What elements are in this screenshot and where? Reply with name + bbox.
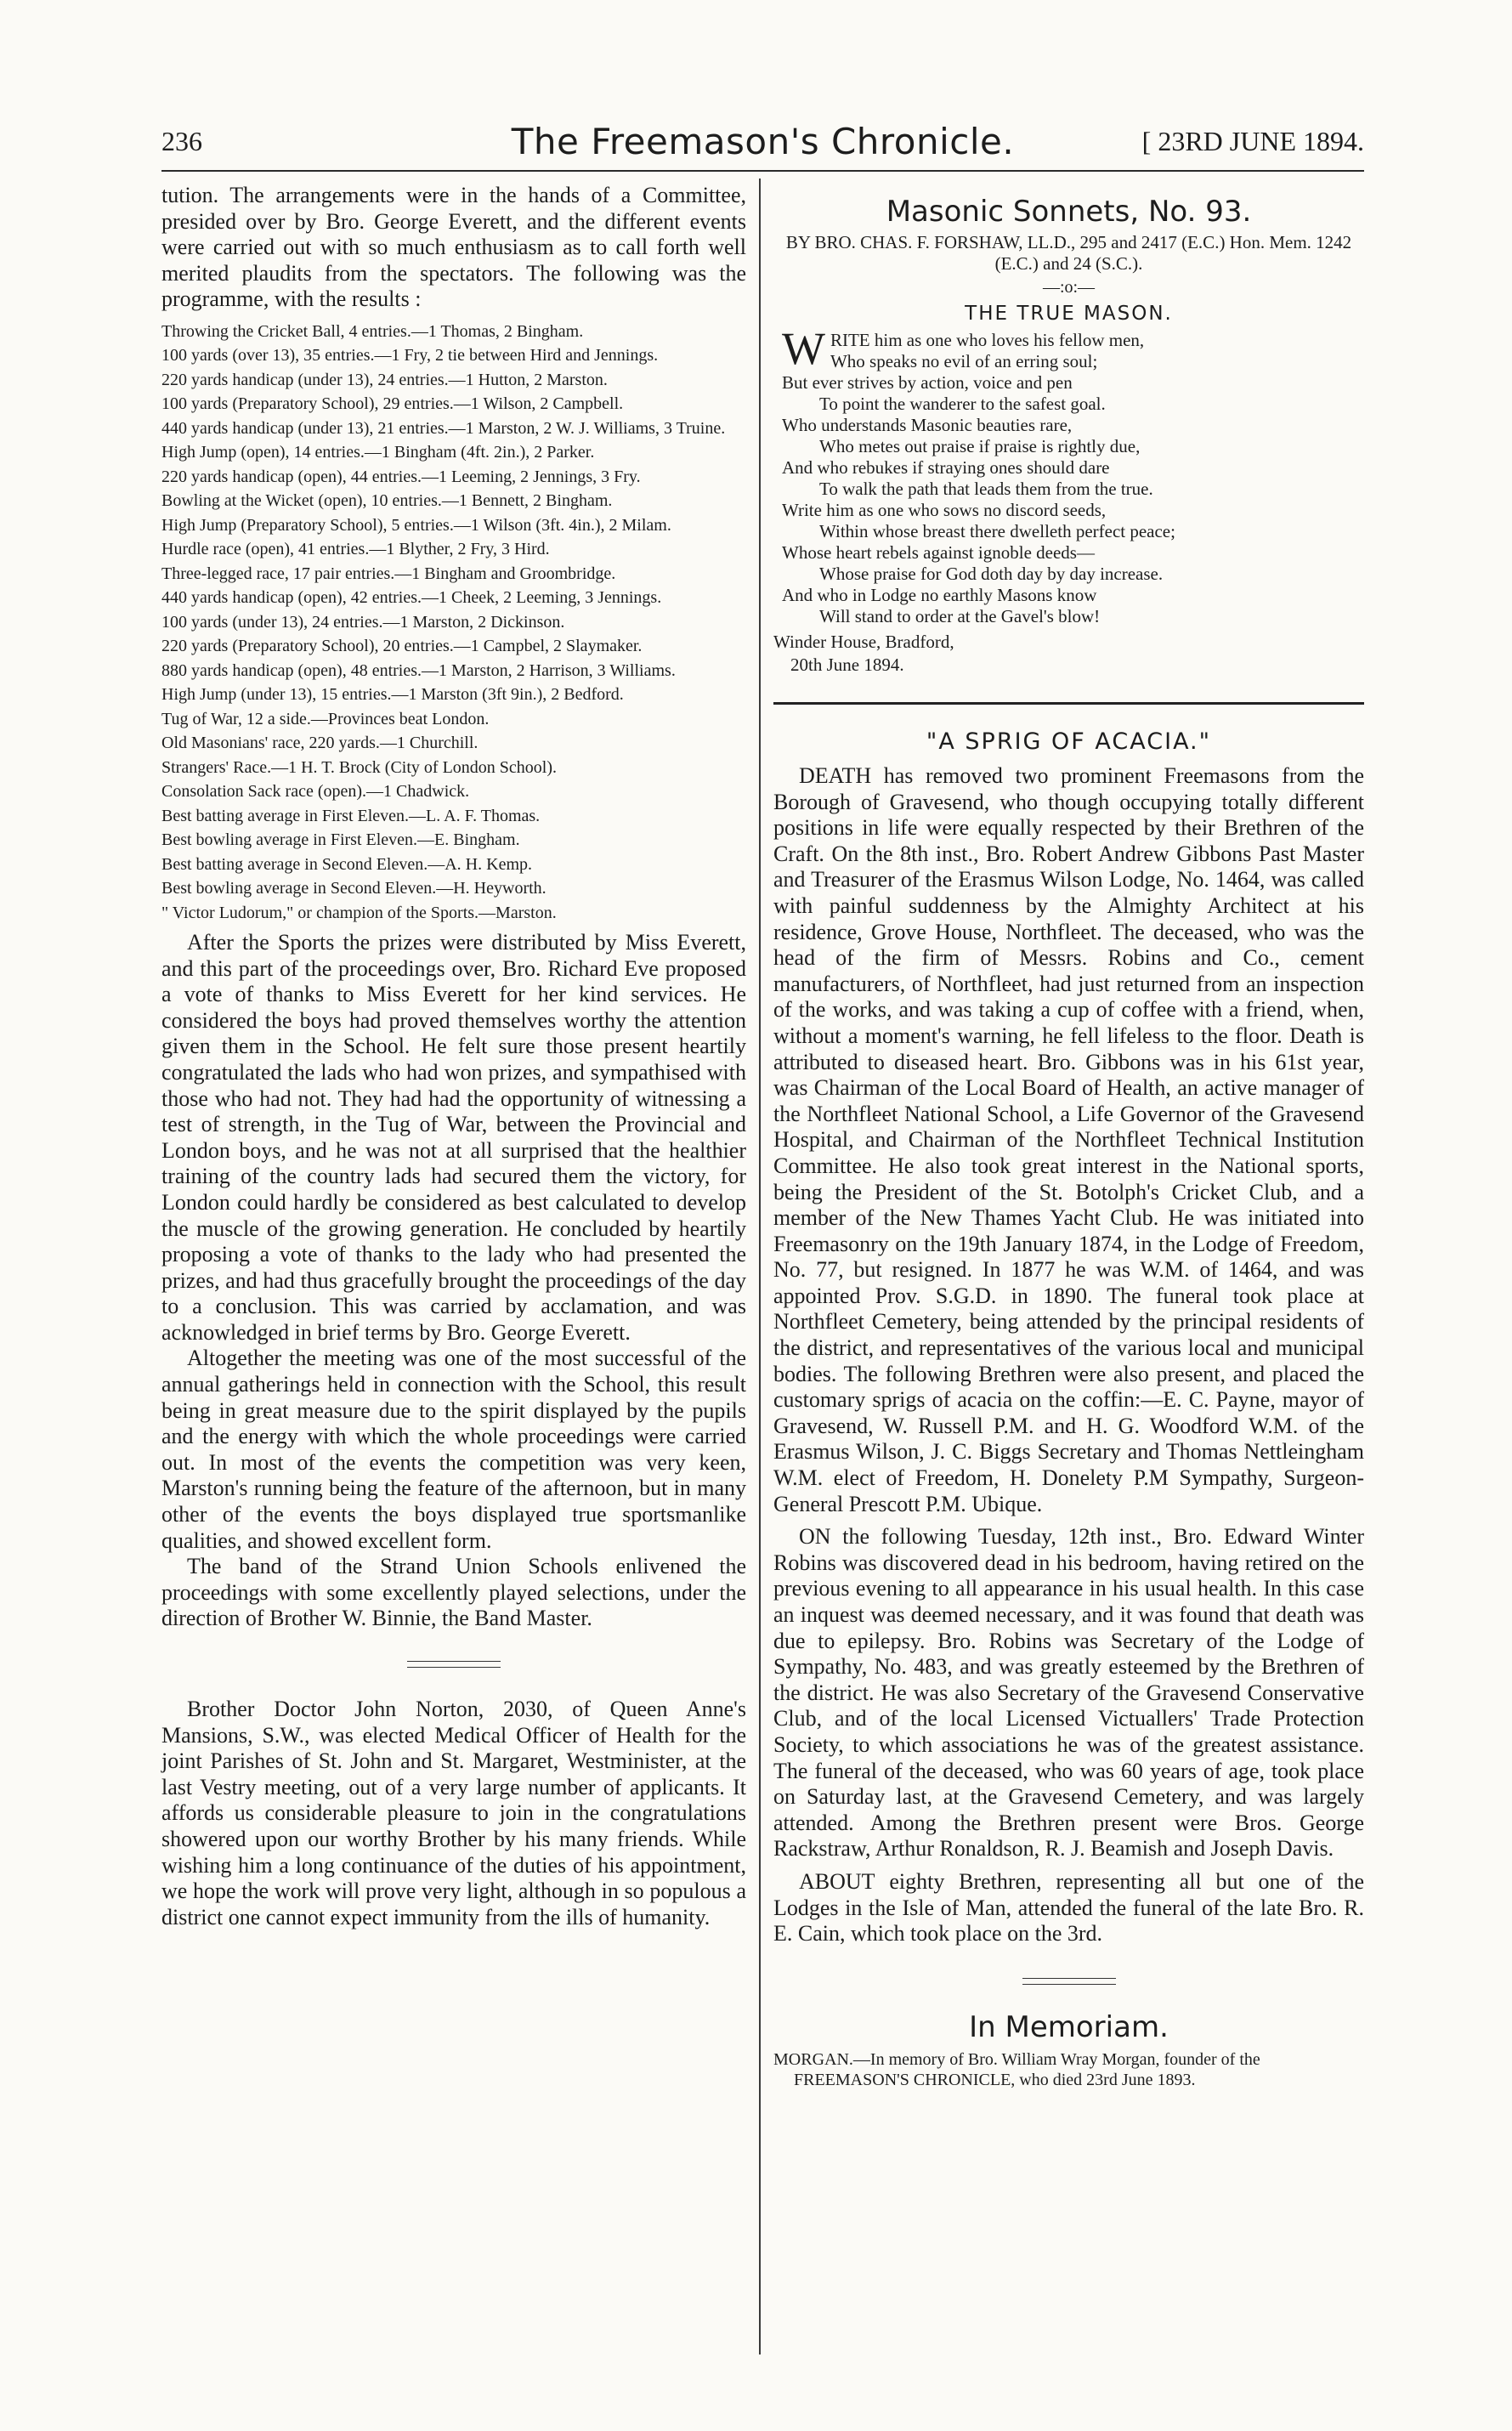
meeting-paragraph: Altogether the meeting was one of the most successful of the annual gatherings held in connection with the School, this result being in great measure due to the spirit displayed by the pupils and the energy with which the whole proceedings were carried out. In most of the events the competition was very keen, Marston's running being the feature of the afternoon, but in many other of the events the boys displayed true sportsmanlike qualities, and showed excellent form. xyxy=(161,1346,746,1553)
memoriam-lead: MORGAN. xyxy=(773,2049,853,2069)
result-item: 440 yards handicap (open), 42 entries.—1 Cheek, 2 Leeming, 3 Jennings. xyxy=(161,588,662,608)
section-separator xyxy=(407,1661,501,1668)
poem-line: But ever strives by action, voice and pen xyxy=(782,372,1073,393)
result-item: Bowling at the Wicket (open), 10 entries.—1 Bennett, 2 Bingham. xyxy=(161,491,613,511)
memoriam-notice xyxy=(773,2049,1364,2090)
acacia-text-2: the following Tuesday, 12th inst., Bro. Edward Winter Robins was discovered dead in his bedroom, having retired on the previous evening to all appearance in his usual health. In this case an inquest was deemed necessary, and it was found that death was due to epilepsy. Bro. Robins was Secretary of the Lodge of Sympathy, No. 483, and was greatly esteemed by the Brethren of the district. He was also Secretary of the Gravesend Conservative Club, and of the local Licensed Victuallers' Trade Protection Society, to which associations he was of the greatest assistance. The funeral of the deceased, who was 60 years of age, took place on Saturday last, at the Gravesend Cemetery, and was largely attended. Among the Brethren present were Bros. George Rackstraw, Arthur Ronaldson, R. J. Beamish and Joseph Davis. xyxy=(773,1524,1364,1862)
poem-line: Who understands Masonic beauties rare, xyxy=(782,415,1073,435)
page-number: 236 xyxy=(161,126,202,156)
result-item: Strangers' Race.—1 H. T. Brock (City of London School). xyxy=(161,757,558,777)
band-paragraph: The band of the Strand Union Schools enlivened the proceedings with some excellently played selections, under the direction of Brother W. Binnie, the Band Master. xyxy=(161,1554,746,1631)
result-item: Old Masonians' race, 220 yards.—1 Churchill. xyxy=(161,734,479,753)
result-item: 220 yards (Preparatory School), 20 entries.—1 Campbel, 2 Slaymaker. xyxy=(161,637,643,656)
result-item: High Jump (Preparatory School), 5 entries.—1 Wilson (3ft. 4in.), 2 Milam. xyxy=(161,515,671,535)
result-item: Best bowling average in Second Eleven.—H. Heyworth. xyxy=(161,879,546,898)
sonnet-dropcap: W xyxy=(782,323,825,374)
acacia-lead-3: ABOUT xyxy=(799,1868,875,1894)
poem-line: Whose praise for God doth day by day increase. xyxy=(819,564,1164,584)
sonnet-divider: —:o:— xyxy=(1042,278,1096,297)
prize-paragraph: After the Sports the prizes were distributed by Miss Everett, and this part of the proceedings over, Bro. Richard Eve proposed a vote of thanks to Miss Everett for her kind services. He considered the boys had proved themselves worthy the attention given them in the School. He felt sure those present heartily congratulated the lads who had won prizes, and sympathised with those who had not. They had had the opportunity of witnessing a test of strength, in the Tug of War, between the Provincial and London boys, and he was not at all surprised that the healthier training of the country lads had secured them the victory, for London could hardly be considered as best calculated to develop the muscle of the growing generation. He concluded by heartily proposing a vote of thanks to the lady who had presented the prizes, and had thus gracefully brought the proceedings of the day to a conclusion. This was carried by acclamation, and was acknowledged in brief terms by Bro. George Everett. xyxy=(161,929,746,1345)
acacia-text-3: eighty Brethren, representing all but one of the Lodges in the Isle of Man, attended the funeral of the late Bro. R. E. Cain, which took place on the 3rd. xyxy=(773,1868,1364,1946)
results-list xyxy=(161,321,746,923)
result-item: Best bowling average in First Eleven.—E. Bingham. xyxy=(161,830,520,850)
result-item: Tug of War, 12 a side.—Provinces beat London. xyxy=(161,709,490,728)
result-item: 440 yards handicap (under 13), 21 entries.—1 Marston, 2 W. J. Williams, 3 Truine. xyxy=(161,418,726,438)
sonnet-title: Masonic Sonnets, No. 93. xyxy=(886,195,1252,229)
acacia-lead-2: ON xyxy=(799,1524,831,1550)
acacia-paragraph-3 xyxy=(773,1869,1364,1947)
poem-line: To point the wanderer to the safest goal. xyxy=(819,394,1106,414)
result-item: " Victor Ludorum," or champion of the Sports.—Marston. xyxy=(161,903,557,922)
left-column xyxy=(161,183,746,1930)
result-item: 100 yards (under 13), 24 entries.—1 Marston, 2 Dickinson. xyxy=(161,612,565,632)
result-item: Hurdle race (open), 41 entries.—1 Blyther, 2 Fry, 3 Hird. xyxy=(161,540,550,559)
poem-line: Within whose breast there dwelleth perfect peace; xyxy=(819,521,1175,541)
sonnet-place: Winder House, Bradford, xyxy=(773,632,954,652)
result-item: Best batting average in Second Eleven.—A. H. Kemp. xyxy=(161,854,532,874)
poem-line: And who rebukes if straying ones should dare xyxy=(782,457,1110,478)
sonnet-date: 20th June 1894. xyxy=(790,654,904,675)
poem-line: Write him as one who sows no discord seeds, xyxy=(782,500,1107,520)
memoriam-text: —In memory of Bro. William Wray Morgan, founder of the FREEMASON'S CHRONICLE, who died 23rd June 1893. xyxy=(794,2049,1260,2089)
sonnet-byline: BY BRO. CHAS. F. FORSHAW, LL.D., 295 and 2417 (E.C.) Hon. Mem. 1242 (E.C.) and 24 (S.C.). xyxy=(785,232,1352,274)
memoriam-separator xyxy=(1022,1978,1116,1985)
page-header xyxy=(161,121,1364,170)
poem-line: To walk the path that leads them from the true. xyxy=(819,479,1153,499)
sonnet-poem xyxy=(782,323,1364,627)
poem-line: Whose heart rebels against ignoble deeds— xyxy=(782,542,1095,563)
memoriam-title: In Memoriam. xyxy=(969,2009,1169,2044)
poem-line: Who speaks no evil of an erring soul; xyxy=(830,351,1098,371)
result-item: 220 yards handicap (under 13), 24 entries.—1 Hutton, 2 Marston. xyxy=(161,370,608,389)
issue-date: [ 23RD JUNE 1894. xyxy=(1141,126,1364,156)
intro-paragraph: tution. The arrangements were in the hands of a Committee, presided over by Bro. George Everett, and the different events were carried out with so much enthusiasm as to call forth well merited plaudits from the spectators. The following was the programme, with the results : xyxy=(161,183,746,312)
poem-line: Who metes out praise if praise is rightly due, xyxy=(819,436,1141,456)
header-rule xyxy=(161,170,1364,172)
result-item: Three-legged race, 17 pair entries.—1 Bingham and Groombridge. xyxy=(161,564,616,583)
result-item: Best batting average in First Eleven.—L. A. F. Thomas. xyxy=(161,806,541,825)
right-column xyxy=(773,183,1364,2090)
section-rule xyxy=(773,702,1364,705)
result-item: High Jump (open), 14 entries.—1 Bingham (4ft. 2in.), 2 Parker. xyxy=(161,443,595,462)
result-item: 100 yards (Preparatory School), 29 entries.—1 Wilson, 2 Campbell. xyxy=(161,394,624,414)
result-item: 880 yards handicap (open), 48 entries.—1 Marston, 2 Harrison, 3 Williams. xyxy=(161,660,676,680)
acacia-paragraph-1 xyxy=(773,763,1364,1517)
result-item: 100 yards (over 13), 35 entries.—1 Fry, 2 tie between Hird and Jennings. xyxy=(161,346,659,366)
sonnet-signoff xyxy=(773,631,1364,677)
sonnet-subtitle: THE TRUE MASON. xyxy=(965,303,1173,325)
acacia-text-1: has removed two prominent Freemasons from the Borough of Gravesend, who though occupying totally different positions in life were equally respected by their Brethren of the Craft. On the 8th inst., Bro. Robert Andrew Gibbons Past Master and Treasurer of the Erasmus Wilson Lodge, No. 1464, was called with painful suddenness by the Almighty Architect at his residence, Grove House, Northfleet. The deceased, who was the head of the firm of Messrs. Robins and Co., cement manufacturers, of Northfleet, had just returned from an inspection of the works, and was taking a cup of coffee with a friend, when, without a moment's warning, he fell lifeless to the floor. Death is attributed to diseased heart. Bro. Gibbons was in his 61st year, was Chairman of the Local Board of Health, an active manager of the Northfleet National School, a Life Governor of the Gravesend Hospital, and Chairman of the Northfleet Technical Institution Committee. He also took great interest in the National sports, being the President of the St. Botolph's Cricket Club, and a member of the New Thames Yacht Club. He was initiated into Freemasonry on the 19th January 1874, in the Lodge of Freedom, No. 77, but resigned. In 1877 he was W.M. of 1464, and was appointed Prov. S.G.D. in 1890. The funeral took place at Northfleet Cemetery, being attended by the principal residents of the district, and representatives of the various local and municipal bodies. The following Brethren were also present, and placed the customary sprigs of acacia on the coffin:—E. C. Payne, mayor of Gravesend, W. Russell P.M. and H. G. Woodford W.M. of the Erasmus Wilson, J. C. Biggs Secretary and Thomas Nettleingham W.M. elect of Freedom, H. Donelety P.M Sympathy, Surgeon-General Prescott P.M. Ubique. xyxy=(773,763,1364,1516)
newspaper-title: The Freemason's Chronicle. xyxy=(511,121,1015,162)
acacia-title: "A SPRIG OF ACACIA." xyxy=(926,728,1212,755)
result-item: 220 yards handicap (open), 44 entries.—1 Leeming, 2 Jennings, 3 Fry. xyxy=(161,467,641,486)
poem-line: And who in Lodge no earthly Masons know xyxy=(782,585,1097,605)
result-item: High Jump (under 13), 15 entries.—1 Marston (3ft 9in.), 2 Bedford. xyxy=(161,685,624,705)
poem-line: RITE him as one who loves his fellow men, xyxy=(830,330,1145,350)
result-item: Consolation Sack race (open).—1 Chadwick. xyxy=(161,782,470,802)
acacia-paragraph-2 xyxy=(773,1524,1364,1862)
poem-line: Will stand to order at the Gavel's blow! xyxy=(819,606,1101,626)
norton-paragraph: Brother Doctor John Norton, 2030, of Queen Anne's Mansions, S.W., was elected Medical Officer of Health for the joint Parishes of St. John and St. Margaret, Westminister, at the last Vestry meeting, out of a very large number of applicants. It affords us considerable pleasure to join in the congratulations showered upon our worthy Brother by his many friends. While wishing him a long continuance of the duties of his appointment, we hope the work will prove very light, although in so populous a district one cannot expect immunity from the ills of humanity. xyxy=(161,1697,746,1930)
acacia-lead-1: DEATH xyxy=(799,763,872,788)
column-divider xyxy=(759,178,761,2354)
result-item: Throwing the Cricket Ball, 4 entries.—1 Thomas, 2 Bingham. xyxy=(161,321,584,341)
